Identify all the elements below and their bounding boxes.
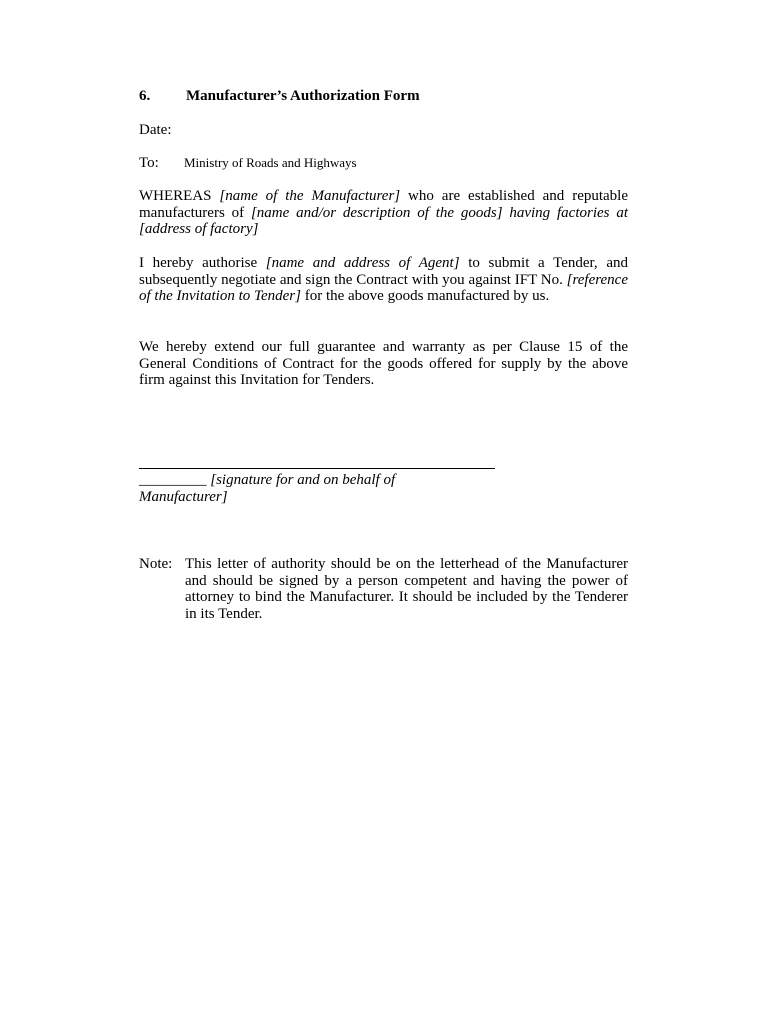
whereas-paragraph — [139, 188, 628, 238]
section-number: 6. — [139, 88, 151, 104]
recipient-name: Ministry of Roads and Highways — [184, 155, 357, 170]
paragraph2-text-2: to submit a Tender, and subsequently negotiate and sign the Contract with you against IFT No. — [139, 255, 628, 288]
manufacturer-name-placeholder: [name of the Manufacturer] — [219, 188, 401, 204]
to-label: To: — [139, 155, 159, 171]
authorisation-paragraph — [139, 255, 628, 305]
date-label: Date: — [139, 122, 172, 138]
note-block — [139, 556, 628, 623]
ift-reference-placeholder: [reference of the Invitation to Tender] — [139, 271, 628, 305]
note-label: Note: — [139, 556, 173, 572]
goods-description-placeholder: [name and/or description of the goods] having factories at [address of factory] — [139, 204, 628, 238]
signature-line — [139, 468, 495, 469]
addressee-line — [139, 154, 357, 172]
form-title: Manufacturer’s Authorization Form — [186, 88, 420, 104]
form-heading — [139, 87, 420, 105]
note-body: This letter of authority should be on the letterhead of the Manufacturer and should be signed by a person competent and having the power of attorney to bind the Manufacturer. It should be included by the Tenderer in its Tender. — [185, 556, 628, 623]
paragraph2-text-3: for the above goods manufactured by us. — [300, 288, 550, 305]
paragraph1-text-2: who are established and reputable manufacturers of — [139, 188, 628, 221]
signature-placeholder: _________ [signature for and on behalf of Manufacturer] — [139, 472, 396, 505]
agent-placeholder: [name and address of Agent] — [265, 255, 460, 271]
paragraph1-text-1: WHEREAS — [139, 188, 220, 204]
guarantee-paragraph: We hereby extend our full guarantee and warranty as per Clause 15 of the General Conditions of Contract for the goods offered for supply by the above firm against this Invitation for Tenders. — [139, 339, 628, 389]
paragraph2-text-1: I hereby authorise — [139, 255, 266, 271]
